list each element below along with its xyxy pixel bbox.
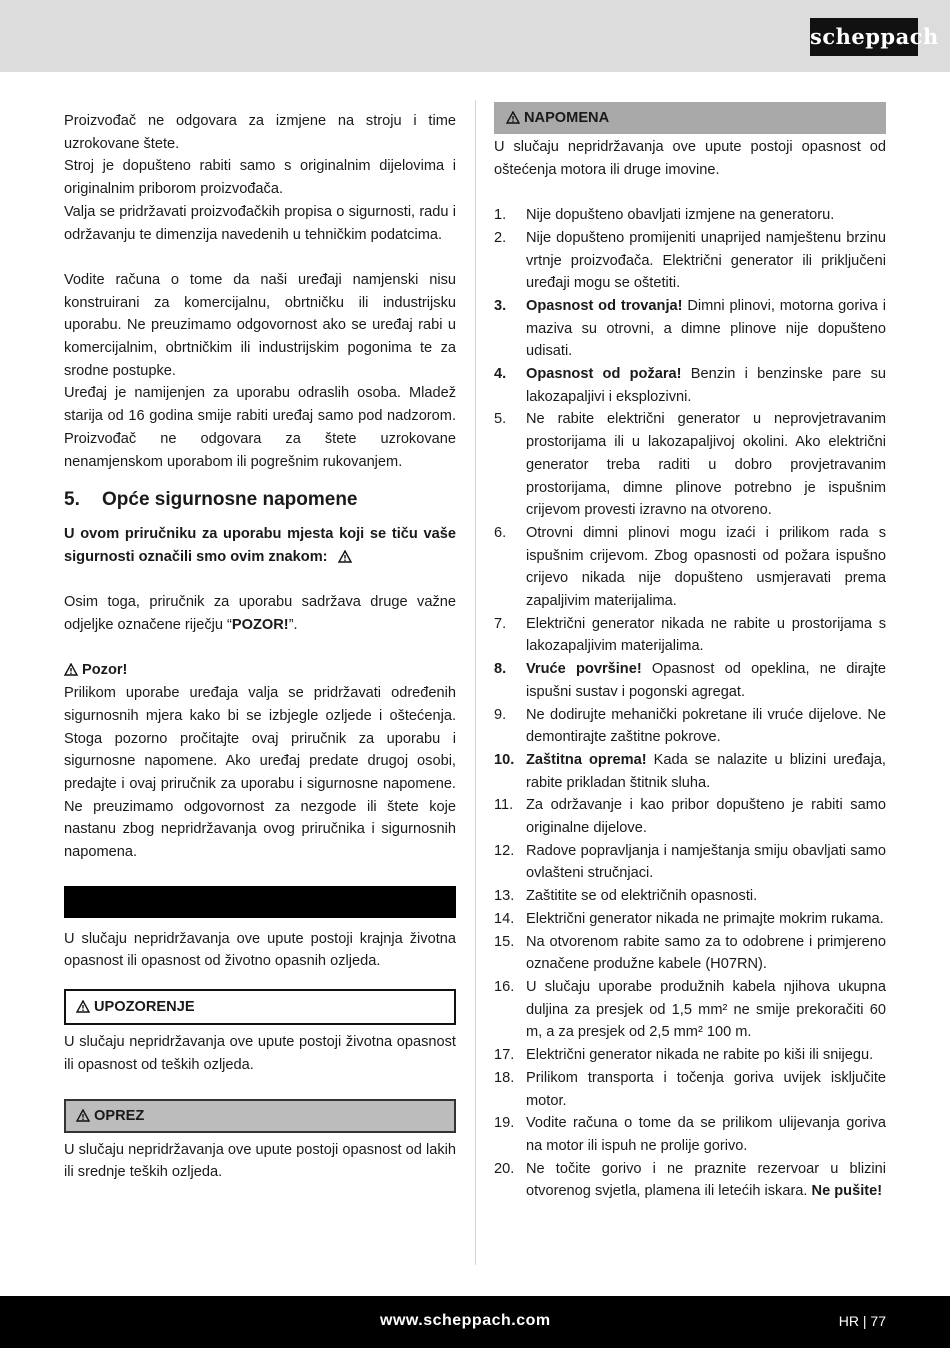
list-item [494, 522, 886, 613]
list-item [494, 408, 886, 522]
list-item [494, 1112, 886, 1157]
list-item-number: 8. [494, 661, 507, 678]
list-item-text: Opasnost od požara! Benzin i benzinske pare su lakozapaljivi i eksplozivni. [526, 366, 887, 405]
list-item-text: Radove popravljanja i namještanja smiju obavljati samo ovlašteni stručnjaci. [526, 842, 886, 882]
list-item-number: 20. [494, 1160, 515, 1177]
upozorenje-box: UPOZORENJE [64, 989, 456, 1025]
pozor-heading: Pozor! [64, 659, 456, 682]
section-number: 5. [64, 489, 80, 511]
list-item [494, 204, 886, 227]
list-item-number: 11. [494, 797, 514, 814]
list-item-number: 16. [494, 979, 515, 995]
list-item-number: 6. [494, 524, 507, 541]
list-item-number: 9. [494, 706, 507, 723]
list-item-number: 14. [494, 910, 515, 927]
list-item-number: 17. [494, 1047, 515, 1064]
paragraph: Uređaj je namijenjen za uporabu odraslih osoba. Mladež starija od 16 godina smije rabiti uređaj samo pod nadzorom. Proizvođač ne odgovara za štete uzrokovane nenamjenskom uporabom ili pogrešnim rukovanjem. [64, 385, 456, 470]
list-item-text: Električni generator nikada ne rabite u prostorijama s lakozapaljivim materijalima. [526, 615, 886, 655]
napomena-text: U slučaju nepridržavanja ove upute postoji opasnost od oštećenja motora ili druge imovine. [494, 139, 886, 178]
list-item-text: Zaštitite se od električnih opasnosti. [526, 888, 758, 905]
list-item [494, 363, 886, 408]
oprez-box: OPREZ [64, 1099, 456, 1133]
list-item-number: 13. [494, 888, 515, 905]
danger-text: U slučaju nepridržavanja ove upute postoji krajnja životna opasnost ili opasnost od životno opasnih ozljeda. [64, 930, 456, 970]
list-item-text: Električni generator nikada ne rabite po kiši ili snijegu. [526, 1047, 874, 1064]
list-item-text: Nije dopušteno promijeniti unaprijed namještenu brzinu vrtnje proizvođača. Električni generator ili priključeni uređaji mogu se oštetiti. [526, 229, 886, 292]
list-item [494, 658, 886, 703]
section-title: Opće sigurnosne napomene [102, 489, 358, 511]
list-item [494, 794, 886, 839]
list-item-text: Ne točite gorivo i ne praznite rezervoar u blizini otvorenog svjetla, plamena ili letećih iskara. Ne pušite! [526, 1160, 886, 1200]
list-item-text: Na otvorenom rabite samo za to odobrene i primjereno označene produžne kabele (H07RN). [526, 933, 886, 973]
list-item-number: 12. [494, 842, 515, 859]
safety-intro: U ovom priručniku za uporabu mjesta koji se tiču vaše sigurnosti označili smo ovim znakom: [64, 526, 456, 565]
right-column [494, 110, 886, 1203]
list-item [494, 613, 886, 658]
list-item [494, 1158, 886, 1203]
list-item-text: Ne dodirujte mehanički pokretane ili vruće dijelove. Ne demontirajte zaštitne pokrove. [526, 706, 886, 746]
list-item-number: 15. [494, 933, 515, 950]
footer-bar [0, 1296, 950, 1348]
list-item-number: 3. [494, 297, 507, 314]
list-item-number: 4. [494, 366, 507, 383]
list-item [494, 908, 886, 931]
napomena-box: NAPOMENA [494, 102, 886, 134]
list-item [494, 1044, 886, 1067]
list-item [494, 704, 886, 749]
list-item-text: Za održavanje i kao pribor dopušteno je rabiti samo originalne dijelove. [526, 797, 886, 837]
paragraph: Valja se pridržavati proizvođačkih propisa o sigurnosti, radu i održavanju te dimenzija navedenih u tehničkim podatcima. [64, 203, 456, 243]
danger-box [64, 886, 456, 918]
section-heading [64, 487, 456, 513]
list-item-number: 10. [494, 751, 515, 768]
list-item-text: Nije dopušteno obavljati izmjene na generatoru. [526, 207, 835, 224]
list-item-text: Ne rabite električni generator u neprovjetravanim prostorijama ili u lakozapaljivoj okolini. Ako električni generator treba raditi u dobro provjetravanim prostorijama, dimne plinove potrebno je ispušnim crijevom provesti izravno na otvoreno. [526, 411, 886, 519]
list-item [494, 1067, 886, 1112]
list-item [494, 885, 886, 908]
list-item [494, 931, 886, 976]
list-item [494, 295, 886, 363]
list-item-text: Otrovni dimni plinovi mogu izaći i prilikom rada s ispušnim crijevom. Zbog opasnosti od požara ispušno crijevo nikada nije dopušteno usmjeravati prema zapaljivim materijalima. [526, 524, 886, 610]
oprez-text: U slučaju nepridržavanja ove upute postoji opasnost od lakih ili srednje teških ozljeda. [64, 1141, 456, 1181]
brand-logo: scheppach [810, 18, 918, 56]
list-item-text: Vruće površine! Opasnost od opeklina, ne dirajte ispušni sustav i pogonski agregat. [526, 661, 886, 700]
list-item-text: U slučaju uporabe produžnih kabela njihova ukupna duljina za presjek od 1,5 mm² ne smije prekoračiti 60 m, a za presjek od 2,5 mm² 100 m. [526, 979, 886, 1041]
upozorenje-text: U slučaju nepridržavanja ove upute postoji životna opasnost ili opasnost od teških ozljeda. [64, 1034, 456, 1073]
list-item [494, 976, 886, 1044]
list-item-number: 2. [494, 229, 507, 246]
list-item-text: Vodite računa o tome da se prilikom ulijevanja goriva na motor ili ispuh ne prolije gorivo. [526, 1115, 886, 1154]
list-item-number: 1. [494, 207, 507, 224]
page-number: HR | 77 [838, 1313, 886, 1329]
list-item [494, 840, 886, 885]
paragraph: Osim toga, priručnik za uporabu sadržava druge važne odjeljke označene riječju “POZOR!”. [64, 594, 456, 634]
left-column [64, 110, 456, 1184]
list-item [494, 227, 886, 295]
list-item-number: 7. [494, 615, 507, 632]
paragraph: Stroj je dopušteno rabiti samo s originalnim dijelovima i originalnim priborom proizvođača. [64, 158, 456, 198]
list-item-number: 18. [494, 1069, 515, 1086]
list-item-text: Električni generator nikada ne primajte mokrim rukama. [526, 910, 884, 927]
paragraph: Vodite računa o tome da naši uređaji namjenski nisu konstruirani za komercijalnu, obrtničku ili industrijsku uporabu. Ne preuzimamo odgovornost ako se uređaj rabi u komercijalnim, obrtničkim ili industrijskim pogonima te za srodne postupke. [64, 271, 456, 379]
list-item [494, 749, 886, 794]
safety-list [494, 204, 886, 1203]
list-item-text: Prilikom transporta i točenja goriva uvijek isključite motor. [526, 1069, 886, 1109]
header-bar [0, 0, 950, 72]
column-divider [475, 100, 476, 1265]
pozor-text: Prilikom uporabe uređaja valja se pridržavati određenih sigurnosnih mjera kako bi se izbjegle ozljede i oštećenja. Stoga pozorno pročitajte ovaj priručnik za uporabu i sigurnosne napomene. Ako uređaj predate drugoj osobi, predajte i ovaj priručnik za uporabu i sigurnosne napomene. Ne preuzimamo odgovornost za nezgode ili štete koje nastanu zbog nepridržavanja ovog priručnika i sigurnosnih napomena. [64, 685, 456, 861]
list-item-text: Zaštitna oprema! Kada se nalazite u blizini uređaja, rabite prikladan štitnik sluha. [526, 751, 886, 791]
list-item-number: 5. [494, 411, 507, 428]
paragraph: Proizvođač ne odgovara za izmjene na stroju i time uzrokovane štete. [64, 113, 456, 152]
list-item-number: 19. [494, 1115, 515, 1132]
list-item-text: Opasnost od trovanja! Dimni plinovi, motorna goriva i maziva su otrovni, a dimne plinove nije dopušteno udisati. [526, 297, 887, 360]
website-link[interactable]: www.scheppach.com [380, 1312, 551, 1329]
